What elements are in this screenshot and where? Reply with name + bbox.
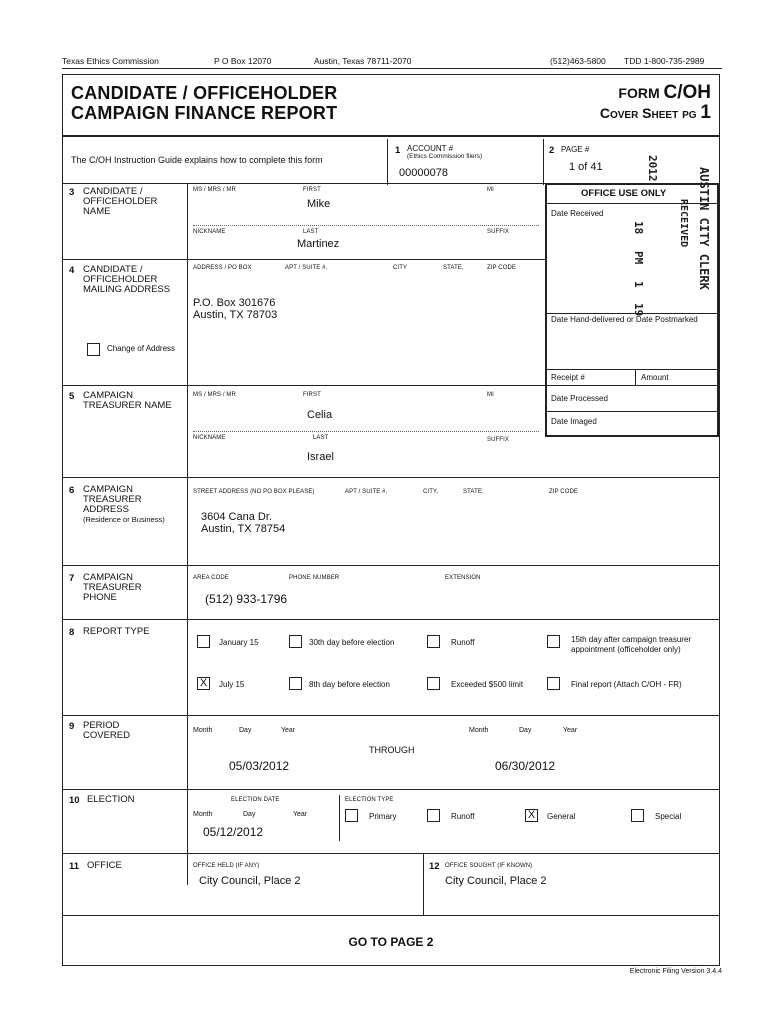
- agency-tdd: TDD 1-800-735-2989: [624, 56, 705, 66]
- divider: [387, 139, 388, 185]
- change-of-address-checkbox[interactable]: [87, 343, 100, 356]
- rule: [547, 385, 717, 386]
- change-of-address-label: Change of Address: [107, 344, 176, 353]
- s9-month-label-1: Month: [193, 727, 213, 734]
- divider: [339, 795, 340, 841]
- s4-num: 4: [69, 265, 75, 276]
- s5-first-name: Celia: [307, 409, 333, 421]
- s8-num: 8: [69, 627, 75, 638]
- received-stamp-year: 2012: [646, 155, 659, 182]
- s7-ext-label: EXTENSION: [445, 575, 481, 581]
- amount-label: Amount: [641, 373, 669, 382]
- hand-delivered-label: Date Hand-delivered or Date Postmarked: [551, 315, 698, 324]
- report-exceeded-checkbox[interactable]: [427, 677, 440, 690]
- date-processed-label: Date Processed: [551, 394, 608, 403]
- s5-mi-label: MI: [487, 392, 494, 398]
- s9-day-label-1: Day: [239, 727, 252, 734]
- s4-address-label: ADDRESS / PO BOX: [193, 265, 252, 271]
- s6-address-line1: 3604 Cana Dr.: [201, 511, 272, 523]
- s11-num: 11: [69, 861, 80, 872]
- s6-num: 6: [69, 485, 75, 496]
- divider: [543, 139, 544, 185]
- s11-label: OFFICE: [87, 860, 122, 871]
- report-exceeded-label: Exceeded $500 limit: [451, 680, 524, 689]
- s3-label: CANDIDATE / OFFICEHOLDER NAME: [83, 186, 158, 217]
- report-jan15-checkbox[interactable]: [197, 635, 210, 648]
- election-general-mark: X: [527, 809, 536, 821]
- s11-held-label: OFFICE HELD (IF ANY): [193, 863, 260, 869]
- report-final-label: Final report (Attach C/OH - FR): [571, 680, 682, 689]
- rule: [547, 203, 717, 204]
- s7-area-label: AREA CODE: [193, 575, 229, 581]
- s10-label: ELECTION: [87, 794, 135, 805]
- s9-year-label-2: Year: [563, 727, 578, 734]
- report-jul15-label: July 15: [219, 680, 245, 689]
- s9-to-date: 06/30/2012: [495, 759, 556, 773]
- title-line2: CAMPAIGN FINANCE REPORT: [71, 103, 338, 123]
- account-value: 00000078: [399, 167, 448, 179]
- label-column-divider: [187, 183, 188, 575]
- s3-first-label: FIRST: [303, 187, 321, 193]
- s10-year-label: Year: [293, 811, 308, 818]
- account-label: ACCOUNT #: [407, 144, 454, 153]
- s10-month-label: Month: [193, 811, 213, 818]
- sheet-num: 1: [700, 102, 711, 123]
- s4-apt-label: APT / SUITE #,: [285, 265, 328, 271]
- s5-first-label: FIRST: [303, 392, 321, 398]
- account-num: 1: [395, 145, 401, 156]
- s6-state-label: STATE;: [463, 489, 484, 495]
- agency-phone: (512)463-5800: [550, 56, 606, 66]
- s3-nickname-label: NICKNAME: [193, 229, 226, 235]
- section-rule: [63, 715, 719, 716]
- s6-apt-label: APT / SUITE #,: [345, 489, 388, 495]
- row-rule: [63, 183, 545, 184]
- divider: [635, 369, 636, 385]
- section-rule: [63, 259, 545, 260]
- office-use-title: OFFICE USE ONLY: [581, 188, 667, 199]
- s4-zip-label: ZIP CODE: [487, 265, 517, 271]
- s6-sub: (Residence or Business): [83, 515, 165, 524]
- section-rule: [63, 619, 719, 620]
- s7-phone-label: PHONE NUMBER: [289, 575, 340, 581]
- election-runoff-label: Runoff: [451, 812, 475, 821]
- page-label: PAGE #: [561, 145, 590, 154]
- s3-num: 3: [69, 187, 75, 198]
- s6-city-label: CITY,: [423, 489, 439, 495]
- election-special-label: Special: [655, 812, 682, 821]
- report-final-checkbox[interactable]: [547, 677, 560, 690]
- s9-from-date: 05/03/2012: [229, 759, 290, 773]
- report-30th-checkbox[interactable]: [289, 635, 302, 648]
- agency-name: Texas Ethics Commission: [62, 56, 159, 66]
- s5-last-name: Israel: [307, 451, 334, 463]
- report-15th-label-2: appointment (officeholder only): [571, 645, 681, 654]
- form-title: [71, 83, 337, 123]
- s9-month-label-2: Month: [469, 727, 489, 734]
- received-stamp-clerk: AUSTIN CITY CLERK: [697, 167, 711, 290]
- s4-state-label: STATE,: [443, 265, 464, 271]
- s4-city-label: CITY: [393, 265, 408, 271]
- s6-zip-label: ZIP CODE: [549, 489, 579, 495]
- report-15th-label-1: 15th day after campaign treasurer: [571, 635, 692, 644]
- s3-mi-label: MI: [487, 187, 494, 193]
- received-stamp-day: 18: [632, 221, 645, 235]
- section-rule: [63, 853, 719, 854]
- received-stamp-received: RECEIVED: [678, 199, 689, 248]
- report-jul15-checkbox[interactable]: [197, 677, 210, 690]
- label-column-divider: [187, 565, 188, 885]
- report-30th-label: 30th day before election: [309, 638, 395, 647]
- date-imaged-label: Date Imaged: [551, 417, 597, 426]
- form-code: C/OH: [663, 82, 711, 103]
- s10-type-label: ELECTION TYPE: [345, 797, 394, 803]
- divider: [423, 853, 424, 915]
- election-special-checkbox[interactable]: [631, 809, 644, 822]
- page-value: 1 of 41: [569, 161, 603, 173]
- section-rule: [63, 385, 545, 386]
- rule: [547, 411, 717, 412]
- election-primary-label: Primary: [369, 812, 397, 821]
- account-sub: (Ethics Commission filers): [407, 153, 483, 160]
- received-stamp-minute: 19: [632, 303, 645, 317]
- s3-first-name: Mike: [307, 198, 331, 210]
- s9-day-label-2: Day: [519, 727, 532, 734]
- section-rule: [63, 565, 719, 566]
- s9-through: THROUGH: [369, 745, 415, 755]
- s12-sought-value: City Council, Place 2: [445, 875, 547, 887]
- s5-num: 5: [69, 391, 75, 402]
- election-general-checkbox[interactable]: [525, 809, 538, 822]
- top-rule: [62, 68, 722, 69]
- s5-nickname-label: NICKNAME: [193, 435, 226, 441]
- s7-num: 7: [69, 573, 75, 584]
- report-runoff-checkbox[interactable]: [427, 635, 440, 648]
- section-rule: [63, 915, 719, 916]
- s4-address-line1: P.O. Box 301676: [193, 297, 276, 309]
- dotted-rule: [193, 431, 539, 432]
- s3-last-name: Martinez: [297, 238, 340, 250]
- report-15th-checkbox[interactable]: [547, 635, 560, 648]
- s10-day-label: Day: [243, 811, 256, 818]
- s12-sought-label: OFFICE SOUGHT (IF KNOWN): [445, 863, 533, 869]
- received-stamp-hour: 1: [632, 281, 645, 288]
- form-id: [600, 83, 711, 123]
- agency-header: [62, 56, 722, 68]
- election-runoff-checkbox[interactable]: [427, 809, 440, 822]
- section-rule: [63, 789, 719, 790]
- s6-address-line2: Austin, TX 78754: [201, 523, 286, 535]
- page-num-label: 2: [549, 145, 555, 156]
- s9-year-label-1: Year: [281, 727, 296, 734]
- received-stamp-pm: PM: [632, 251, 645, 265]
- title-line1: CANDIDATE / OFFICEHOLDER: [71, 83, 338, 103]
- form-header: [63, 75, 719, 137]
- s6-street-label: STREET ADDRESS (NO PO BOX PLEASE): [193, 489, 315, 495]
- goto-page-2[interactable]: GO TO PAGE 2: [348, 935, 434, 949]
- s6-label: CAMPAIGN TREASURER ADDRESS: [83, 484, 142, 515]
- section-rule: [63, 477, 719, 478]
- s9-label: PERIOD COVERED: [83, 720, 130, 741]
- instruction-text: The C/OH Instruction Guide explains how to complete this form: [71, 155, 323, 165]
- version-text: Electronic Filing Version 3.4.4: [629, 968, 722, 975]
- agency-pobox: P O Box 12070: [214, 56, 272, 66]
- s10-date-label: ELECTION DATE: [231, 797, 280, 803]
- report-runoff-label: Runoff: [451, 638, 475, 647]
- cover-sheet-form: [62, 74, 720, 966]
- s5-label: CAMPAIGN TREASURER NAME: [83, 390, 172, 411]
- report-8th-label: 8th day before election: [309, 680, 390, 689]
- s3-ms-label: MS / MRS / MR: [193, 187, 236, 193]
- s10-election-date: 05/12/2012: [203, 825, 264, 839]
- report-8th-checkbox[interactable]: [289, 677, 302, 690]
- election-primary-checkbox[interactable]: [345, 809, 358, 822]
- s9-num: 9: [69, 721, 75, 732]
- report-jul15-mark: X: [199, 677, 208, 689]
- s8-label: REPORT TYPE: [83, 626, 150, 637]
- s5-ms-label: MS / MRS / MR: [193, 392, 236, 398]
- rule: [547, 369, 717, 370]
- form-word: FORM: [618, 85, 660, 101]
- election-general-label: General: [547, 812, 576, 821]
- date-received-label: Date Received: [551, 209, 604, 218]
- agency-city: Austin, Texas 78711-2070: [314, 56, 412, 66]
- s5-last-label: LAST: [313, 435, 329, 441]
- s4-label: CANDIDATE / OFFICEHOLDER MAILING ADDRESS: [83, 264, 171, 295]
- report-jan15-label: January 15: [219, 638, 259, 647]
- sheet-label: Cover Sheet pg: [599, 105, 697, 121]
- receipt-label: Receipt #: [551, 373, 585, 382]
- s7-label: CAMPAIGN TREASURER PHONE: [83, 572, 142, 603]
- s4-address-line2: Austin, TX 78703: [193, 309, 278, 321]
- s5-suffix-label: SUFFIX: [487, 437, 509, 443]
- s10-num: 10: [69, 795, 80, 806]
- s12-num: 12: [429, 861, 440, 872]
- s11-held-value: City Council, Place 2: [199, 875, 301, 887]
- dotted-rule: [193, 225, 539, 226]
- s3-last-label: LAST: [303, 229, 319, 235]
- s3-suffix-label: SUFFIX: [487, 229, 509, 235]
- s7-phone-value: (512) 933-1796: [205, 592, 288, 606]
